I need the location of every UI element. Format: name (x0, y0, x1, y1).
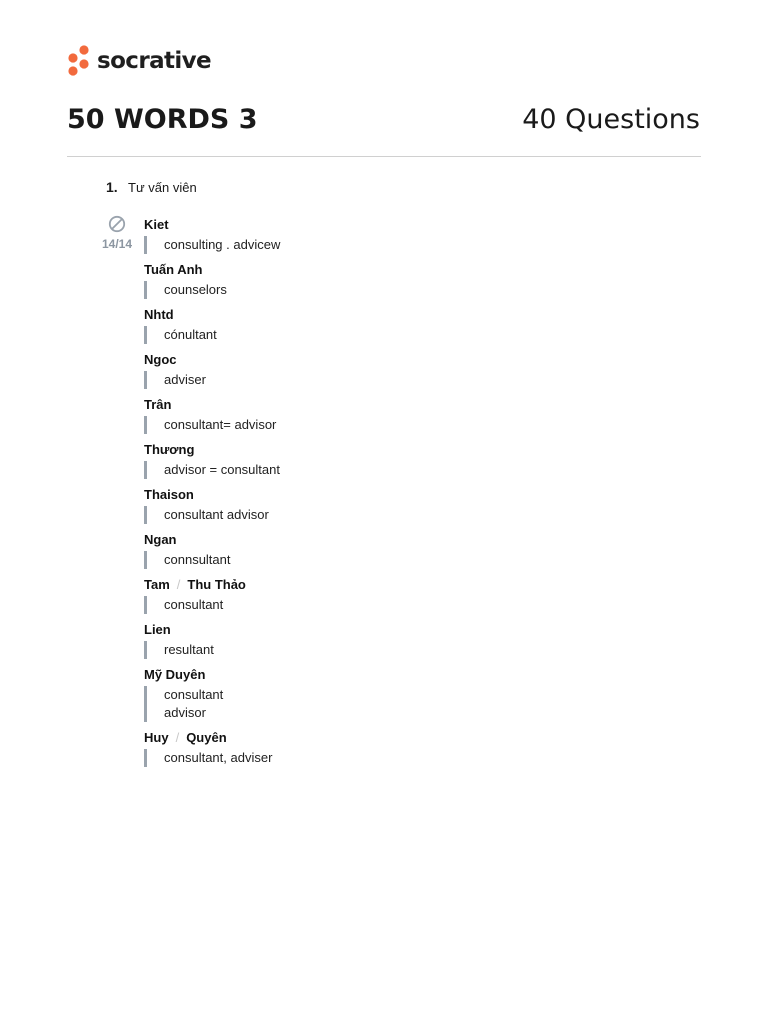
student-answer (144, 371, 644, 389)
answer-line: counselors (164, 282, 227, 297)
student-names (144, 576, 644, 593)
student-answer (144, 641, 644, 659)
answer-line: connsultant (164, 552, 231, 567)
student-answer (144, 506, 644, 524)
question-count: 40 Questions (522, 104, 700, 135)
student-names (144, 729, 644, 746)
student-name: Lien (144, 622, 171, 637)
student-name: Nhtd (144, 307, 174, 322)
student-names (144, 306, 644, 323)
student-names (144, 666, 644, 683)
answer-line: consultant (164, 687, 224, 702)
response-item (144, 441, 644, 479)
response-item (144, 351, 644, 389)
student-name: Tam (144, 577, 170, 592)
student-answer (144, 749, 644, 767)
name-separator: / (176, 577, 181, 592)
response-item (144, 261, 644, 299)
student-name: Thương (144, 442, 195, 457)
student-name: Ngoc (144, 352, 177, 367)
student-names (144, 486, 644, 503)
answer-line: consultant= advisor (164, 417, 277, 432)
socrative-logo-icon (67, 45, 91, 77)
answer-line: consultant, adviser (164, 750, 273, 765)
student-answer (144, 686, 644, 722)
response-item (144, 531, 644, 569)
response-item (144, 621, 644, 659)
quiz-title: 50 WORDS 3 (67, 104, 258, 135)
answer-line: resultant (164, 642, 214, 657)
student-answer (144, 596, 644, 614)
response-item (144, 216, 644, 254)
answer-line: adviser (164, 372, 206, 387)
student-name: Thaison (144, 487, 194, 502)
no-answer-icon (108, 215, 126, 233)
student-answer (144, 281, 644, 299)
response-item (144, 486, 644, 524)
answer-line: consulting . advicew (164, 237, 281, 252)
answer-line: advisor = consultant (164, 462, 280, 477)
student-name: Ngan (144, 532, 177, 547)
header-divider (67, 156, 701, 157)
brand-logo (67, 45, 211, 77)
student-name: Kiet (144, 217, 169, 232)
question-status (96, 215, 138, 252)
student-name: Thu Thảo (187, 577, 246, 592)
response-list (144, 216, 644, 774)
response-item (144, 666, 644, 722)
student-answer (144, 461, 644, 479)
student-name: Trân (144, 397, 172, 412)
student-name: Mỹ Duyên (144, 667, 206, 682)
response-item (144, 306, 644, 344)
name-separator: / (175, 730, 180, 745)
question-number: 1. (106, 179, 118, 195)
response-item (144, 729, 644, 767)
student-names (144, 396, 644, 413)
response-item (144, 576, 644, 614)
student-answer (144, 236, 644, 254)
student-names (144, 261, 644, 278)
question-score: 14/14 (101, 237, 133, 251)
student-answer (144, 326, 644, 344)
question-text: Tư vấn viên (128, 180, 197, 195)
response-item (144, 396, 644, 434)
student-names (144, 621, 644, 638)
student-name: Huy (144, 730, 169, 745)
student-names (144, 351, 644, 368)
student-names (144, 441, 644, 458)
student-name: Quyên (186, 730, 227, 745)
student-name: Tuấn Anh (144, 262, 203, 277)
answer-line: advisor (164, 705, 206, 720)
question-header (106, 178, 197, 197)
answer-line: consultant (164, 597, 224, 612)
student-answer (144, 551, 644, 569)
answer-line: cónultant (164, 327, 217, 342)
student-names (144, 216, 644, 233)
brand-name: socrative (97, 48, 212, 74)
student-names (144, 531, 644, 548)
answer-line: consultant advisor (164, 507, 269, 522)
student-answer (144, 416, 644, 434)
